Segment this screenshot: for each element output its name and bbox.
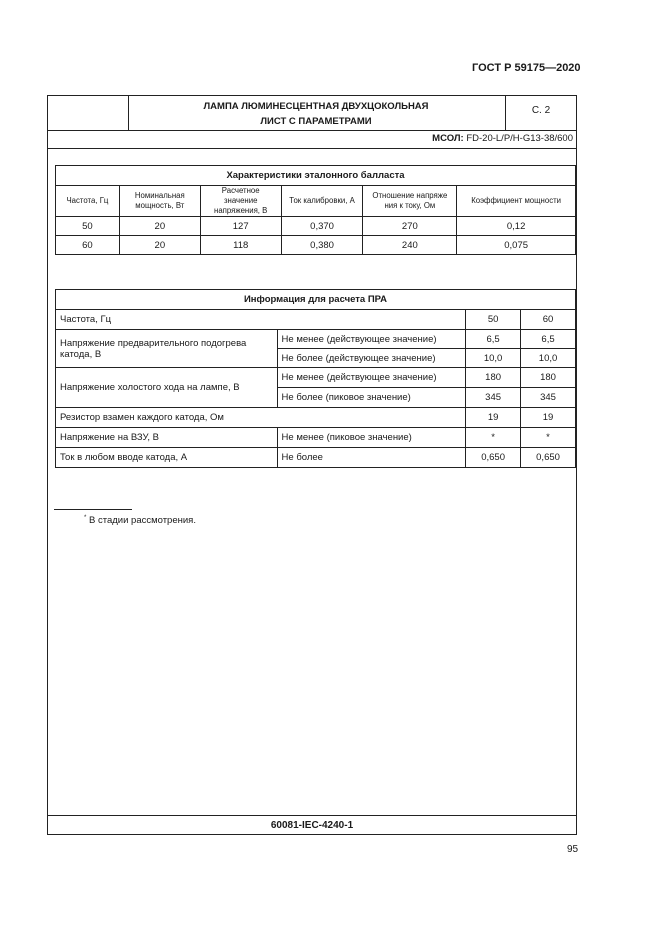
pra-table-caption: Информация для расчета ПРА bbox=[56, 290, 576, 310]
page-number: 95 bbox=[567, 844, 579, 855]
footnote bbox=[84, 515, 196, 526]
table-cell: 180 bbox=[466, 368, 521, 388]
table-cell: 19 bbox=[521, 408, 576, 428]
table-cell: 19 bbox=[466, 408, 521, 428]
table-cell: 60 bbox=[56, 236, 120, 255]
table-cell: 20 bbox=[119, 217, 200, 236]
table-cell: 0,12 bbox=[457, 217, 576, 236]
table-cell: 0,370 bbox=[281, 217, 363, 236]
table-cell: 6,5 bbox=[521, 330, 576, 349]
footnote-separator bbox=[54, 509, 132, 510]
condition-cell: Не менее (действующее значение) bbox=[277, 330, 466, 349]
row-label-open-circuit-voltage: Напряжение холостого хода на лампе, В bbox=[56, 368, 278, 408]
col-header-power-factor: Коэффициент мощности bbox=[457, 186, 576, 217]
table-cell: 10,0 bbox=[521, 349, 576, 368]
table-cell: * bbox=[521, 428, 576, 448]
pra-table bbox=[55, 289, 576, 468]
sheet-title bbox=[128, 99, 504, 129]
condition-cell: Не более (пиковое значение) bbox=[277, 388, 466, 408]
table-cell: 127 bbox=[200, 217, 281, 236]
table-row bbox=[56, 217, 576, 236]
ballast-table-caption: Характеристики эталонного балласта bbox=[56, 166, 576, 186]
condition-cell: Не более bbox=[277, 448, 466, 468]
ballast-table bbox=[55, 165, 576, 255]
table-cell: 0,075 bbox=[457, 236, 576, 255]
col-header-rated-voltage: Расчетное значение напряжения, В bbox=[200, 186, 281, 217]
row-label-preheat-voltage: Напряжение предварительного подогрева катода, В bbox=[56, 330, 278, 368]
mcol-value: FD-20-L/P/H-G13-38/600 bbox=[463, 133, 573, 144]
footer-code: 60081-IEC-4240-1 bbox=[270, 820, 354, 831]
table-cell: 20 bbox=[119, 236, 200, 255]
row-label-frequency: Частота, Гц bbox=[56, 310, 466, 330]
table-cell: * bbox=[466, 428, 521, 448]
mcol-label: МСОЛ: bbox=[432, 133, 464, 144]
col-header-frequency: Частота, Гц bbox=[56, 186, 120, 217]
table-cell: 345 bbox=[521, 388, 576, 408]
sheet-title-line1: ЛАМПА ЛЮМИНЕСЦЕНТНАЯ ДВУХЦОКОЛЬНАЯ bbox=[203, 101, 429, 112]
table-cell: 270 bbox=[363, 217, 457, 236]
condition-cell: Не менее (действующее значение) bbox=[277, 368, 466, 388]
table-cell: 240 bbox=[363, 236, 457, 255]
col-header-rated-power: Номинальная мощность, Вт bbox=[119, 186, 200, 217]
table-row bbox=[56, 236, 576, 255]
mcol-designation bbox=[432, 133, 573, 144]
mcol-bottom-rule bbox=[48, 148, 576, 149]
table-cell: 50 bbox=[56, 217, 120, 236]
table-cell: 50 bbox=[466, 310, 521, 330]
header-bottom-rule bbox=[48, 130, 576, 131]
table-row bbox=[56, 368, 576, 388]
footer-top-rule bbox=[48, 815, 576, 816]
table-cell: 118 bbox=[200, 236, 281, 255]
table-row bbox=[56, 428, 576, 448]
table-row bbox=[56, 408, 576, 428]
table-cell: 0,380 bbox=[281, 236, 363, 255]
table-cell: 0,650 bbox=[466, 448, 521, 468]
footnote-text: В стадии рассмотрения. bbox=[86, 515, 196, 527]
table-cell: 0,650 bbox=[521, 448, 576, 468]
sheet-page-label: С. 2 bbox=[531, 105, 551, 116]
standard-number: ГОСТ Р 59175—2020 bbox=[472, 62, 581, 74]
row-label-vzu-voltage: Напряжение на ВЗУ, В bbox=[56, 428, 278, 448]
table-cell: 6,5 bbox=[466, 330, 521, 349]
table-cell: 180 bbox=[521, 368, 576, 388]
condition-cell: Не менее (пиковое значение) bbox=[277, 428, 466, 448]
col-header-calibration-current: Ток калибровки, А bbox=[281, 186, 363, 217]
table-row bbox=[56, 310, 576, 330]
table-cell: 345 bbox=[466, 388, 521, 408]
table-row bbox=[56, 448, 576, 468]
col-header-impedance: Отношение напряже ния к току, Ом bbox=[363, 186, 457, 217]
row-label-cathode-current: Ток в любом вводе катода, А bbox=[56, 448, 278, 468]
table-cell: 10,0 bbox=[466, 349, 521, 368]
table-row bbox=[56, 330, 576, 349]
row-label-resistor: Резистор взамен каждого катода, Ом bbox=[56, 408, 466, 428]
footnote-mark: * bbox=[84, 515, 87, 521]
table-cell: 60 bbox=[521, 310, 576, 330]
sheet-title-line2: ЛИСТ С ПАРАМЕТРАМИ bbox=[260, 116, 372, 127]
condition-cell: Не более (действующее значение) bbox=[277, 349, 466, 368]
